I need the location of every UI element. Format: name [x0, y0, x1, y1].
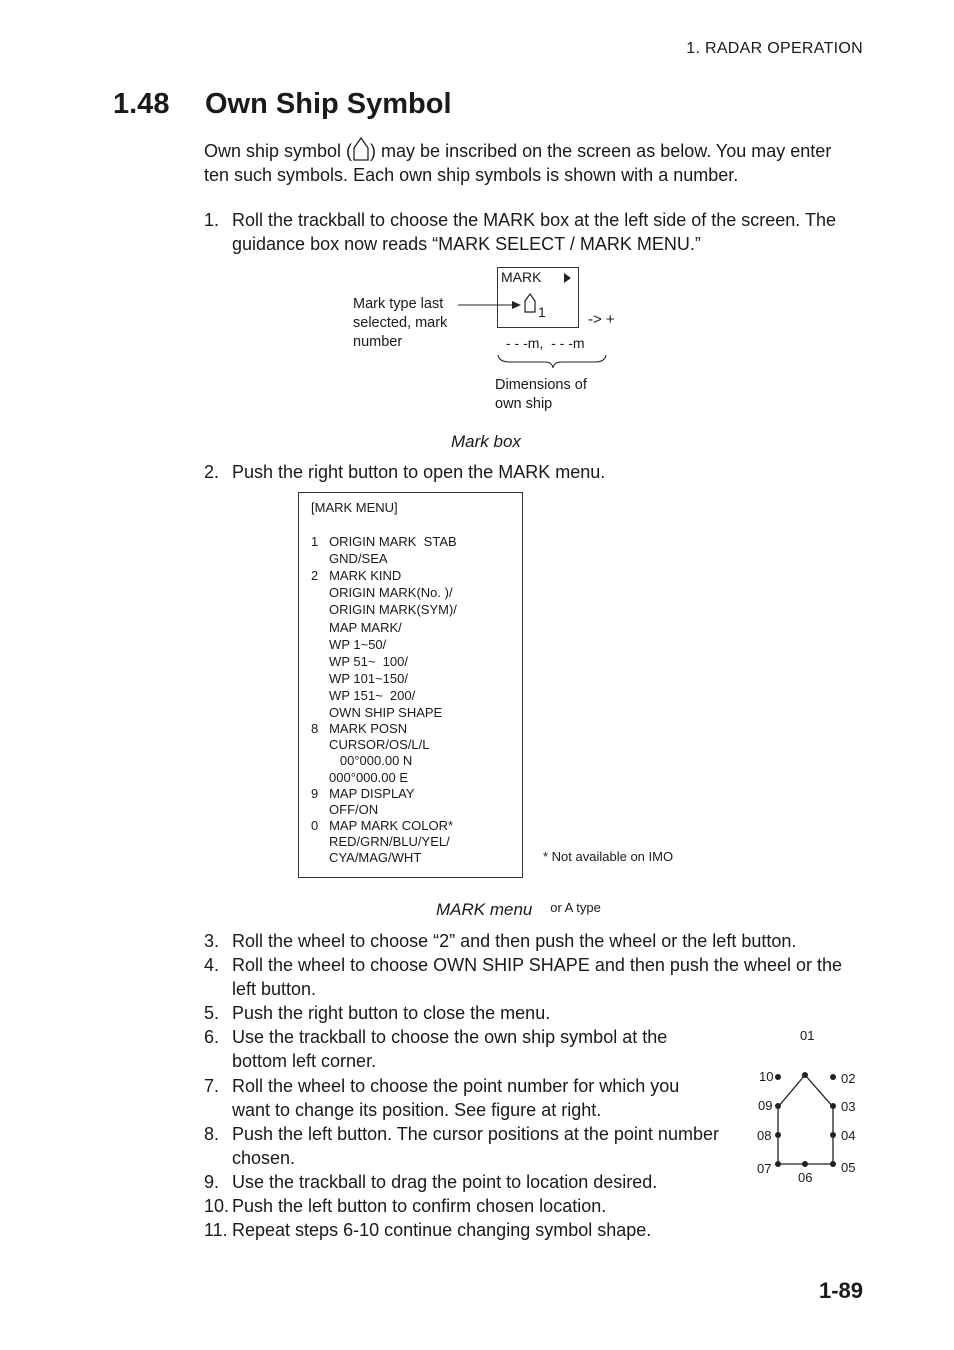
menu-line: GND/SEA — [311, 551, 388, 566]
section-title-text: Own Ship Symbol — [205, 88, 452, 120]
menu-line: 1 ORIGIN MARK STAB — [311, 534, 457, 549]
mark-menu-caption: MARK menu — [436, 900, 533, 919]
menu-line: 0 MAP MARK COLOR* — [311, 818, 454, 833]
menu-line: ORIGIN MARK(SYM)/ — [311, 602, 457, 617]
list-item-step-2: 2. Push the right button to open the MARK menu. — [204, 462, 606, 482]
mark-dimensions: - - -m, - - -m — [506, 335, 585, 351]
mark-type-annotation: Mark type last selected, mark number — [353, 296, 448, 350]
list-item-step-6: 6. Use the trackball to choose the own ship symbol at the bottom left corner. — [204, 1027, 668, 1072]
mark-menu-box — [298, 492, 523, 878]
menu-line: CURSOR/OS/L/L — [311, 737, 430, 752]
annotation-arrow — [0, 0, 954, 420]
menu-line: 2 MARK KIND — [311, 568, 402, 583]
shape-point — [830, 1103, 836, 1109]
page-number: 1-89 — [818, 1278, 863, 1303]
list-item-step-5: 5. Push the right button to close the menu. — [204, 1003, 551, 1023]
point-label: 09 — [758, 1098, 773, 1113]
point-label: 01 — [800, 1028, 815, 1043]
list-item-step-1: 1. Roll the trackball to choose the MARK box at the left side of the screen. The guidance box now reads “MARK SELECT / MARK MENU.” — [204, 210, 836, 255]
list-item-step-7: 7. Roll the wheel to choose the point number for which you want to change its position. See figure at right. — [204, 1076, 680, 1121]
section-number: 1.48 — [113, 88, 170, 120]
intro-line-2: ten such symbols. Each own ship symbols is shown with a number. — [204, 165, 739, 185]
menu-line: 9 MAP DISPLAY — [311, 786, 415, 801]
list-item-step-9: 9. Use the trackball to drag the point to location desired. — [204, 1172, 658, 1192]
menu-line: CYA/MAG/WHT — [311, 850, 422, 865]
list-item-step-3: 3. Roll the wheel to choose “2” and then push the wheel or the left button. — [204, 931, 797, 951]
shape-point — [775, 1074, 781, 1080]
list-item-step-8: 8. Push the left button. The cursor positions at the point number chosen. — [204, 1124, 719, 1169]
shape-point — [775, 1161, 781, 1167]
point-label: 02 — [841, 1071, 856, 1086]
shape-point — [830, 1074, 836, 1080]
shape-point — [830, 1161, 836, 1167]
dimensions-annotation: Dimensions of own ship — [495, 377, 587, 412]
menu-line: 000°000.00 E — [311, 770, 408, 785]
mark-box-caption: Mark box — [451, 432, 521, 451]
point-label: 03 — [841, 1099, 856, 1114]
section-header: 1. RADAR OPERATION — [686, 40, 863, 57]
menu-line: WP 1~50/ — [311, 637, 387, 652]
point-label: 06 — [798, 1170, 813, 1185]
menu-line: 8 MARK POSN — [311, 721, 408, 736]
menu-line: 00°000.00 N — [311, 753, 413, 768]
mark-number: 1 — [538, 304, 546, 320]
point-label: 08 — [757, 1128, 772, 1143]
menu-line: MAP MARK/ — [311, 620, 402, 635]
mark-label: MARK — [501, 269, 542, 285]
shape-point — [802, 1161, 808, 1167]
menu-line: [MARK MENU] — [311, 500, 398, 515]
list-item-step-11: 11. Repeat steps 6-10 continue changing symbol shape. — [204, 1220, 652, 1240]
menu-line: WP 101~150/ — [311, 671, 408, 686]
point-label: 07 — [757, 1161, 772, 1176]
menu-line: RED/GRN/BLU/YEL/ — [311, 834, 450, 849]
point-label: 10 — [759, 1069, 774, 1084]
menu-line: ORIGIN MARK(No. )/ — [311, 585, 453, 600]
intro-line-1: Own ship symbol ( ) may be inscribed on the screen as below. You may enter — [204, 136, 831, 163]
list-item-step-4: 4. Roll the wheel to choose OWN SHIP SHAPE and then push the wheel or the left button. — [204, 955, 843, 1000]
shape-point — [775, 1103, 781, 1109]
shape-point — [775, 1132, 781, 1138]
menu-line: WP 151~ 200/ — [311, 688, 416, 703]
mark-arrow-text: -> + — [588, 311, 615, 328]
menu-line: OWN SHIP SHAPE — [311, 705, 443, 720]
list-item-step-10: 10. Push the left button to confirm chosen location. — [204, 1196, 607, 1216]
menu-line: OFF/ON — [311, 802, 379, 817]
mark-menu-note: * Not available on IMO or A type — [543, 849, 674, 915]
shape-point — [830, 1132, 836, 1138]
menu-line: WP 51~ 100/ — [311, 654, 408, 669]
point-label: 04 — [841, 1128, 856, 1143]
point-label: 05 — [841, 1160, 856, 1175]
shape-point — [802, 1072, 808, 1078]
